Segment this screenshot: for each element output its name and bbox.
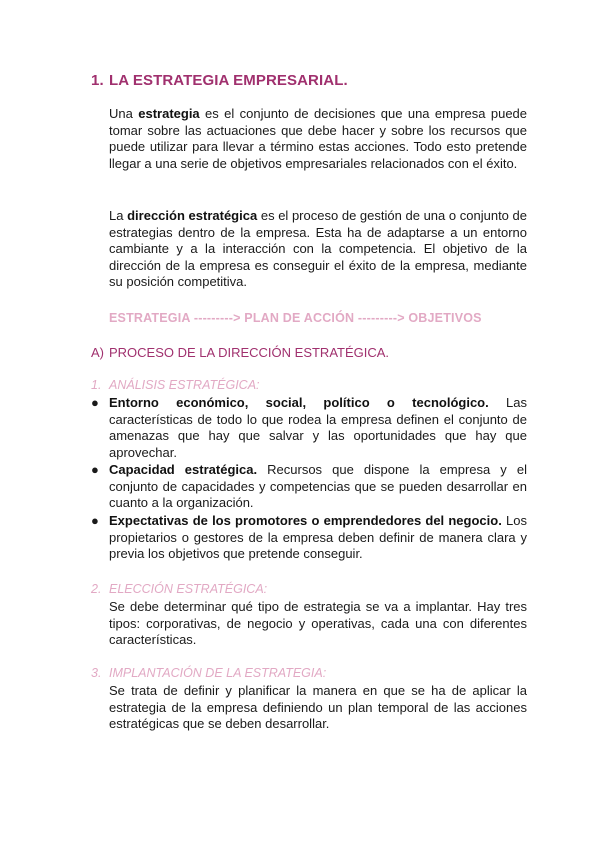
subsection-title: PROCESO DE LA DIRECCIÓN ESTRATÉGICA. <box>109 345 390 360</box>
step1-title: ANÁLISIS ESTRATÉGICA: <box>109 378 260 392</box>
bullet-icon: ● <box>91 462 99 477</box>
heading-title: LA ESTRATEGIA EMPRESARIAL. <box>109 72 348 89</box>
list-item <box>91 513 527 563</box>
list-item <box>91 462 527 512</box>
bullet-term: Entorno económico, social, político o tecnológico. <box>109 395 489 410</box>
step3-text: Se trata de definir y planificar la manera en que se ha de aplicar la estrategia de la empresa definiendo un plan temporal de las acciones estratégicas que se deben desarrollar. <box>109 683 527 732</box>
paragraph-direccion <box>109 208 527 291</box>
step2-heading <box>91 582 267 596</box>
step2-title: ELECCIÓN ESTRATÉGICA: <box>109 582 268 596</box>
list-item <box>91 395 527 461</box>
bullet-term: Capacidad estratégica. <box>109 462 258 477</box>
bullet-icon: ● <box>91 513 99 528</box>
para1-term: estrategia <box>138 106 200 121</box>
step3-number: 3. <box>91 666 102 680</box>
para1-text: es el conjunto de decisiones que una empresa puede tomar sobre las actuaciones que debe hacer y sobre los recursos que puede utilizar para llevar a término estas acciones. Todo esto pretende llegar a una serie de objetivos empresariales relacionados con el éxito. <box>109 106 528 171</box>
bullet-icon: ● <box>91 395 99 410</box>
subsection-heading <box>91 345 389 360</box>
para2-term: dirección estratégica <box>127 208 258 223</box>
para2-text: es el proceso de gestión de una o conjunto de estrategias dentro de la empresa. Esta ha de adaptarse a un entorno cambiante y a la interacción con la competencia. El objetivo de la dirección de la empresa es conseguir el éxito de la empresa, mediante su posición competitiva. <box>109 208 528 290</box>
step2-number: 2. <box>91 582 102 596</box>
para2-prefix: La <box>109 208 128 223</box>
bullet-text: Recursos que dispone la empresa y el conjunto de capacidades y competencias que se pueden desarrollar en cuanto a la organización. <box>109 462 527 511</box>
section-heading <box>91 72 348 89</box>
subsection-label: A) <box>91 345 104 360</box>
para1-prefix: Una <box>109 106 139 121</box>
step2-text: Se debe determinar qué tipo de estrategia se va a implantar. Hay tres tipos: corporativas, de negocio y operativas, cada una con diferentes características. <box>109 599 527 648</box>
step1-heading <box>91 378 260 392</box>
step3-title: IMPLANTACIÓN DE LA ESTRATEGIA: <box>109 666 327 680</box>
bullet-term: Expectativas de los promotores o emprendedores del negocio. <box>109 513 502 528</box>
step3-heading <box>91 666 326 680</box>
step1-number: 1. <box>91 378 102 392</box>
strategy-flow: ESTRATEGIA ---------> PLAN DE ACCIÓN ---------> OBJETIVOS <box>109 311 482 325</box>
bullet-text: Las características de todo lo que rodea la empresa definen el conjunto de amenazas que hay que salvar y las oportunidades que hay que aprovechar. <box>109 395 527 460</box>
paragraph-estrategia <box>109 106 527 172</box>
bullet-text: Los propietarios o gestores de la empresa deben definir de manera clara y previa los objetivos que pretende conseguir. <box>109 513 527 562</box>
heading-number: 1. <box>91 72 104 89</box>
